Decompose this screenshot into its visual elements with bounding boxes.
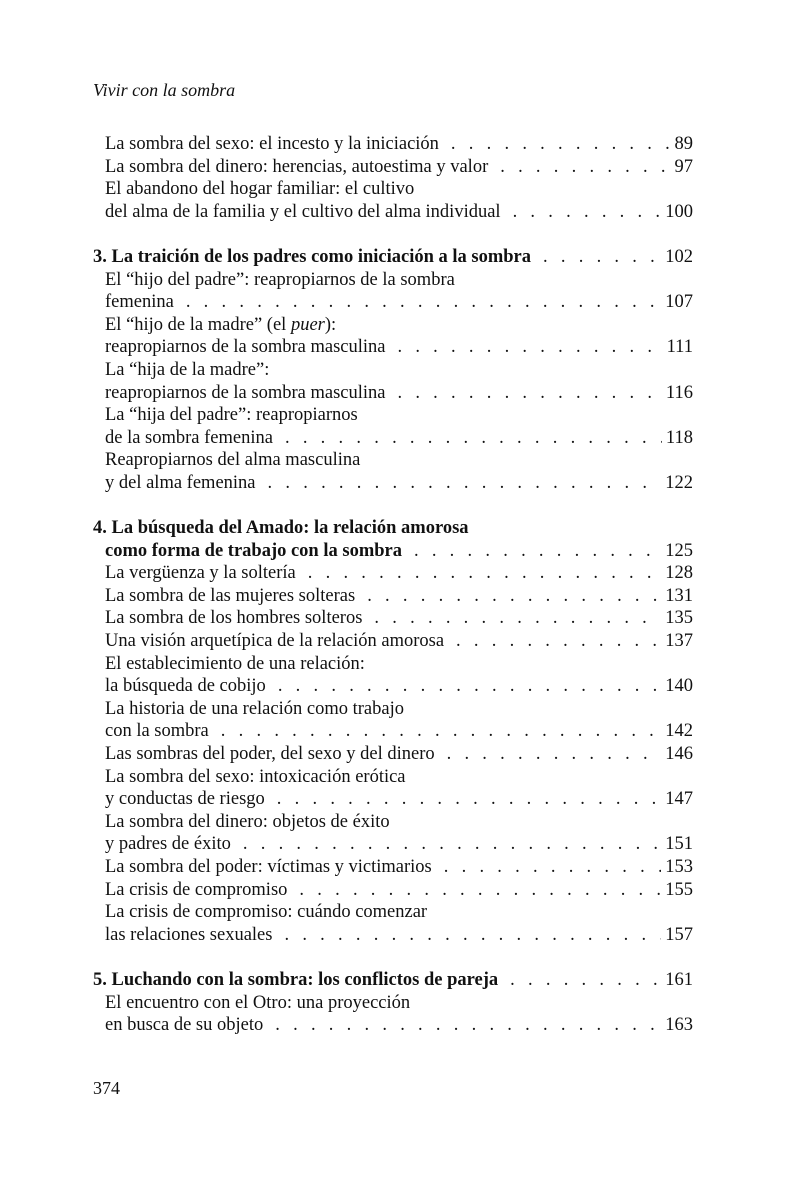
toc-page-number: 89	[674, 134, 693, 154]
toc-entry-continued	[93, 314, 693, 337]
toc-page-number: 155	[665, 879, 693, 900]
toc-entry-title: las relaciones sexuales	[105, 924, 273, 945]
toc-entry-title: La “hija del padre”: reapropiarnos	[105, 405, 358, 426]
dot-leader	[414, 540, 661, 563]
toc-page-number: 116	[665, 382, 693, 403]
toc-entry-title: La sombra del dinero: objetos de éxito	[105, 811, 390, 832]
dot-leader	[513, 201, 662, 224]
toc-entry	[93, 427, 693, 450]
toc-entry-title: El “hijo del padre”: reapropiarnos de la sombra	[105, 269, 455, 290]
table-of-contents	[93, 133, 693, 1037]
dot-leader	[285, 427, 662, 450]
dot-leader	[456, 630, 661, 653]
dot-leader	[278, 675, 661, 698]
toc-entry-continued	[93, 901, 693, 924]
toc-entry-title: y del alma femenina	[105, 472, 256, 493]
toc-entry-title: y conductas de riesgo	[105, 789, 265, 810]
toc-entry	[93, 585, 693, 608]
toc-entry-title: La sombra de los hombres solteros	[105, 608, 363, 629]
toc-entry	[93, 562, 693, 585]
dot-leader	[299, 879, 661, 902]
dot-leader	[275, 1014, 661, 1037]
toc-entry	[93, 630, 693, 653]
toc-entry	[93, 675, 693, 698]
toc-entry	[93, 156, 693, 179]
toc-entry-title: La sombra del poder: víctimas y victimarios	[105, 857, 432, 877]
toc-entry-title: reapropiarnos de la sombra masculina	[105, 337, 386, 358]
dot-leader	[367, 585, 661, 608]
toc-entry-title	[105, 314, 336, 337]
toc-chapter-heading	[93, 969, 693, 992]
toc-page-number: 107	[665, 292, 693, 313]
toc-page-number: 147	[665, 789, 693, 810]
toc-page-number: 137	[665, 631, 693, 652]
dot-leader	[374, 607, 661, 630]
toc-entry-continued	[93, 269, 693, 292]
toc-entry	[93, 291, 693, 314]
toc-entry-title: El encuentro con el Otro: una proyección	[105, 992, 411, 1013]
toc-entry	[93, 607, 693, 630]
dot-leader	[397, 336, 662, 359]
toc-page-number: 146	[665, 744, 693, 765]
toc-entry-title: y padres de éxito	[105, 834, 231, 855]
toc-page-number: 97	[674, 156, 693, 177]
toc-page-number: 100	[665, 201, 693, 222]
toc-entry-title: reapropiarnos de la sombra masculina	[105, 382, 386, 403]
dot-leader	[397, 382, 661, 405]
toc-entry	[93, 856, 693, 879]
toc-entry	[93, 743, 693, 766]
toc-entry	[93, 788, 693, 811]
toc-page-number: 151	[665, 834, 693, 855]
toc-chapter-heading	[93, 517, 693, 540]
toc-entry-title: Las sombras del poder, del sexo y del dinero	[105, 744, 435, 765]
title-text-after: ):	[324, 314, 337, 335]
toc-entry-continued	[93, 359, 693, 382]
toc-entry-continued	[93, 178, 693, 201]
dot-leader	[500, 156, 670, 179]
toc-page-number: 122	[665, 472, 693, 493]
chapter-title: 3. La traición de los padres como iniciación a la sombra	[93, 246, 532, 267]
toc-entry-continued	[93, 653, 693, 676]
dot-leader	[268, 472, 662, 495]
toc-entry-title: del alma de la familia y el cultivo del alma individual	[105, 201, 501, 222]
toc-page-number: 128	[665, 563, 693, 584]
toc-entry-title: La crisis de compromiso	[105, 879, 288, 900]
dot-leader	[243, 833, 661, 856]
toc-entry-title: La crisis de compromiso: cuándo comenzar	[105, 902, 428, 923]
toc-entry	[93, 720, 693, 743]
toc-entry-title: de la sombra femenina	[105, 427, 273, 448]
toc-chapter-heading	[93, 246, 693, 269]
toc-entry	[93, 133, 693, 156]
dot-leader	[186, 291, 661, 314]
toc-entry-continued	[93, 449, 693, 472]
title-text-before: El “hijo de la madre” (el	[105, 314, 291, 335]
toc-entry	[93, 201, 693, 224]
toc-entry-continued	[93, 404, 693, 427]
toc-page-number: 102	[665, 246, 693, 267]
dot-leader	[308, 562, 662, 585]
toc-page-number: 140	[665, 676, 693, 697]
toc-entry-title: La sombra del sexo: el incesto y la iniciación	[105, 134, 439, 154]
toc-page-number: 142	[665, 721, 693, 742]
dot-leader	[444, 856, 662, 879]
running-head: Vivir con la sombra	[93, 80, 236, 100]
toc-entry-continued	[93, 698, 693, 721]
toc-page-number: 153	[665, 857, 693, 877]
dot-leader	[277, 788, 661, 811]
toc-page-number: 111	[666, 337, 693, 358]
toc-entry	[93, 336, 693, 359]
toc-entry-title: Una visión arquetípica de la relación amorosa	[105, 631, 445, 652]
toc-entry-title: El abandono del hogar familiar: el cultivo	[105, 179, 415, 200]
toc-chapter-heading	[93, 540, 693, 563]
toc-page-number: 157	[665, 924, 693, 945]
toc-entry-title: La vergüenza y la soltería	[105, 563, 296, 584]
toc-page-number: 118	[665, 427, 693, 448]
toc-entry-title: La historia de una relación como trabajo	[105, 698, 404, 719]
toc-entry-continued	[93, 811, 693, 834]
toc-entry	[93, 1014, 693, 1037]
title-italic-term: puer	[290, 314, 325, 335]
toc-entry-title: La sombra del sexo: intoxicación erótica	[105, 766, 406, 787]
toc-entry-continued	[93, 766, 693, 789]
toc-entry-title: en busca de su objeto	[105, 1015, 264, 1036]
toc-entry-continued	[93, 992, 693, 1015]
toc-page-number: 131	[665, 585, 693, 606]
toc-entry	[93, 382, 693, 405]
toc-entry	[93, 879, 693, 902]
toc-entry-title: femenina	[105, 292, 174, 313]
dot-leader	[543, 246, 661, 269]
toc-entry-title: La sombra de las mujeres solteras	[105, 585, 356, 606]
dot-leader	[510, 969, 661, 992]
dot-leader	[447, 743, 662, 766]
toc-page-number: 135	[665, 608, 693, 629]
toc-entry-title: con la sombra	[105, 721, 209, 742]
chapter-title: 4. La búsqueda del Amado: la relación amorosa	[93, 518, 469, 539]
toc-entry	[93, 833, 693, 856]
toc-entry	[93, 924, 693, 947]
chapter-title: 5. Luchando con la sombra: los conflictos de pareja	[93, 969, 499, 990]
toc-page-number: 163	[665, 1015, 693, 1036]
toc-entry-title: Reapropiarnos del alma masculina	[105, 450, 361, 471]
toc-entry-title: El establecimiento de una relación:	[105, 653, 365, 674]
toc-page-number: 161	[665, 969, 693, 990]
dot-leader	[221, 720, 661, 743]
dot-leader	[284, 924, 661, 947]
chapter-title: como forma de trabajo con la sombra	[105, 540, 402, 561]
toc-entry	[93, 472, 693, 495]
toc-entry-title: La sombra del dinero: herencias, autoestima y valor	[105, 156, 489, 177]
toc-entry-title: La “hija de la madre”:	[105, 359, 270, 380]
toc-page-number: 125	[665, 540, 693, 561]
page-number: 374	[93, 1078, 120, 1098]
toc-entry-title: la búsqueda de cobijo	[105, 676, 266, 697]
dot-leader	[451, 133, 671, 156]
